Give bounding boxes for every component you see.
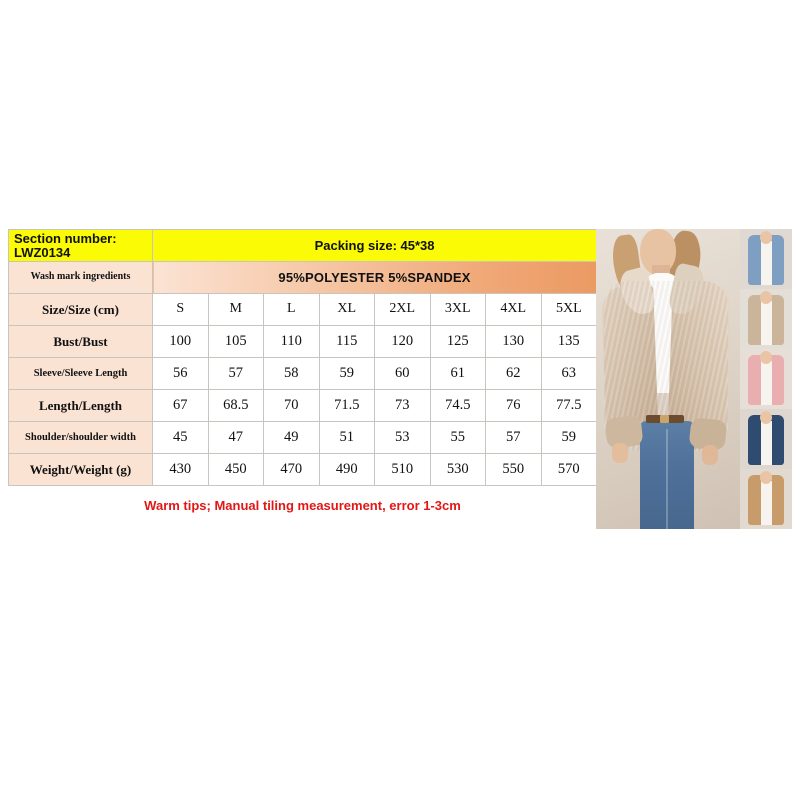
size-chart-table — [8, 229, 597, 486]
cell-length-l: 70 — [264, 390, 320, 422]
wash-label-cell: Wash mark ingredients — [9, 262, 153, 294]
cell-length-m: 68.5 — [208, 390, 264, 422]
packing-size-cell: Packing size: 45*38 — [153, 230, 597, 262]
table-row-sleeve — [9, 358, 597, 390]
cell-length-xl: 71.5 — [319, 390, 375, 422]
row-label-length: Length/Length — [9, 390, 153, 422]
size-table-area — [8, 229, 596, 560]
cell-shoulder-2xl: 53 — [375, 422, 431, 454]
belt-buckle — [660, 415, 669, 423]
cell-sleeve-xl: 59 — [319, 358, 375, 390]
cell-shoulder-m: 47 — [208, 422, 264, 454]
cell-length-3xl: 74.5 — [430, 390, 486, 422]
color-swatch-pink — [740, 349, 792, 409]
product-photo — [596, 229, 792, 529]
color-swatch-beige — [740, 289, 792, 349]
swatch-head — [760, 291, 772, 304]
swatch-inner-top — [761, 361, 772, 405]
hand-left — [612, 443, 628, 463]
table-row-sizes — [9, 294, 597, 326]
cell-weight-4xl: 550 — [486, 454, 542, 486]
table-row-weight — [9, 454, 597, 486]
size-header-s: S — [153, 294, 209, 326]
row-label-bust: Bust/Bust — [9, 326, 153, 358]
cell-bust-s: 100 — [153, 326, 209, 358]
size-chart-graphic — [8, 229, 792, 560]
cell-length-4xl: 76 — [486, 390, 542, 422]
swatch-head — [760, 351, 772, 364]
swatch-inner-top — [761, 301, 772, 345]
cell-length-s: 67 — [153, 390, 209, 422]
color-swatch-denim-blue — [740, 229, 792, 289]
size-header-4xl: 4XL — [486, 294, 542, 326]
size-header-5xl: 5XL — [541, 294, 597, 326]
cell-bust-2xl: 120 — [375, 326, 431, 358]
cell-length-5xl: 77.5 — [541, 390, 597, 422]
size-label-cell: Size/Size (cm) — [9, 294, 153, 326]
size-header-xl: XL — [319, 294, 375, 326]
wash-value-cell: 95%POLYESTER 5%SPANDEX — [153, 262, 597, 294]
cell-sleeve-l: 58 — [264, 358, 320, 390]
color-swatch-navy — [740, 409, 792, 469]
size-header-l: L — [264, 294, 320, 326]
cell-weight-s: 430 — [153, 454, 209, 486]
cell-bust-xl: 115 — [319, 326, 375, 358]
row-label-shoulder: Shoulder/shoulder width — [9, 422, 153, 454]
cell-sleeve-5xl: 63 — [541, 358, 597, 390]
cell-shoulder-xl: 51 — [319, 422, 375, 454]
jeans-seam — [666, 429, 668, 529]
cell-shoulder-5xl: 59 — [541, 422, 597, 454]
cell-bust-m: 105 — [208, 326, 264, 358]
cell-shoulder-l: 49 — [264, 422, 320, 454]
cell-bust-4xl: 130 — [486, 326, 542, 358]
cell-shoulder-s: 45 — [153, 422, 209, 454]
swatch-head — [760, 411, 772, 424]
warm-tips-text: Warm tips; Manual tiling measurement, error 1-3cm — [8, 486, 596, 513]
cell-weight-5xl: 570 — [541, 454, 597, 486]
table-row-wash — [9, 262, 597, 294]
table-row-section — [9, 230, 597, 262]
cell-shoulder-4xl: 57 — [486, 422, 542, 454]
cell-sleeve-4xl: 62 — [486, 358, 542, 390]
cell-weight-2xl: 510 — [375, 454, 431, 486]
cell-length-2xl: 73 — [375, 390, 431, 422]
color-swatch-camel — [740, 469, 792, 529]
cell-sleeve-s: 56 — [153, 358, 209, 390]
swatch-inner-top — [761, 421, 772, 465]
color-variant-strip — [740, 229, 792, 529]
cell-sleeve-m: 57 — [208, 358, 264, 390]
size-header-3xl: 3XL — [430, 294, 486, 326]
size-header-2xl: 2XL — [375, 294, 431, 326]
row-label-weight: Weight/Weight (g) — [9, 454, 153, 486]
cell-shoulder-3xl: 55 — [430, 422, 486, 454]
size-header-m: M — [208, 294, 264, 326]
cell-sleeve-2xl: 60 — [375, 358, 431, 390]
swatch-head — [760, 231, 772, 244]
row-label-sleeve: Sleeve/Sleeve Length — [9, 358, 153, 390]
cell-weight-m: 450 — [208, 454, 264, 486]
cell-bust-5xl: 135 — [541, 326, 597, 358]
cell-weight-3xl: 530 — [430, 454, 486, 486]
hand-right — [702, 445, 718, 465]
swatch-inner-top — [761, 481, 772, 525]
cell-bust-l: 110 — [264, 326, 320, 358]
table-row-bust — [9, 326, 597, 358]
cell-weight-l: 470 — [264, 454, 320, 486]
section-number-cell: Section number: LWZ0134 — [9, 230, 153, 262]
table-row-length — [9, 390, 597, 422]
table-row-shoulder — [9, 422, 597, 454]
cell-bust-3xl: 125 — [430, 326, 486, 358]
cell-weight-xl: 490 — [319, 454, 375, 486]
model-image — [596, 229, 740, 529]
swatch-inner-top — [761, 241, 772, 285]
cell-sleeve-3xl: 61 — [430, 358, 486, 390]
swatch-head — [760, 471, 772, 484]
